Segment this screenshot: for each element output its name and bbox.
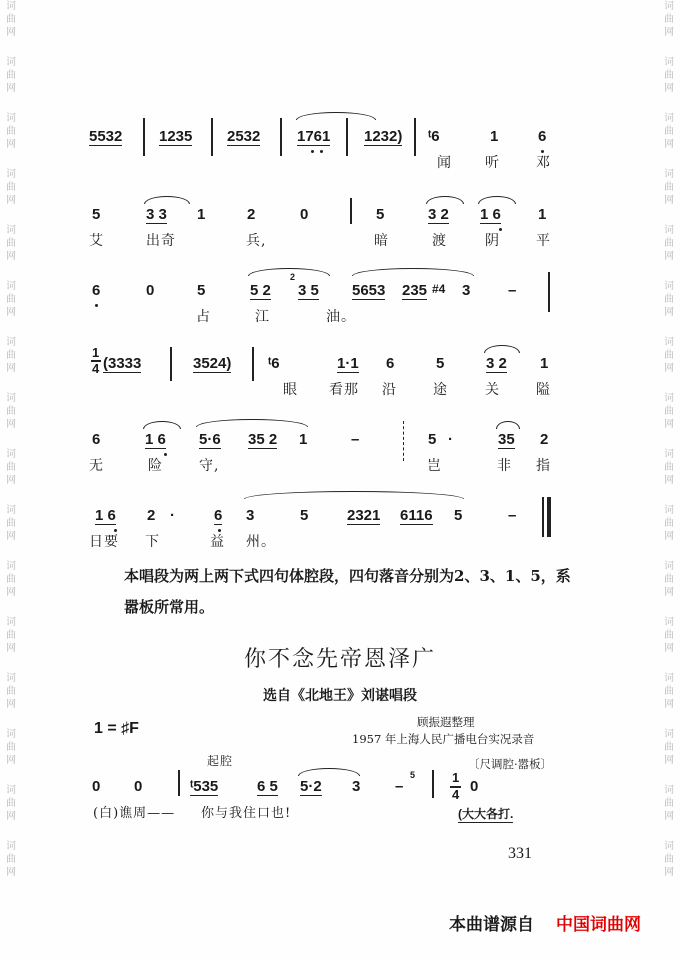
- site-name-link[interactable]: 中国词曲网: [556, 915, 641, 935]
- lyric: 暗: [374, 233, 389, 249]
- lyric: 下: [145, 534, 160, 550]
- watermark-text: 词曲网: [664, 841, 674, 878]
- lyric: 阴: [485, 233, 500, 249]
- lyric: 出奇: [146, 233, 176, 249]
- watermark-text: 词曲网: [664, 729, 674, 766]
- intro-marking: 起腔: [207, 754, 234, 768]
- barline: [280, 118, 282, 156]
- source-label: 本曲谱源自: [449, 915, 534, 935]
- slur: [478, 196, 516, 204]
- watermark-text: 词曲网: [664, 337, 674, 374]
- note-group: 235: [402, 282, 428, 299]
- watermark-text: 词曲网: [6, 617, 16, 654]
- watermark-text: 词曲网: [6, 561, 16, 598]
- note-group: 6116: [400, 507, 433, 524]
- watermark-text: 词曲网: [664, 113, 674, 150]
- song-title: 你不念先帝恩泽广: [243, 647, 436, 672]
- note: 6: [92, 282, 101, 299]
- note-group: 5 2: [250, 282, 271, 299]
- slur: [484, 345, 520, 353]
- note: ᵗ6: [268, 355, 280, 372]
- grace-note: 5: [410, 770, 416, 780]
- barline: [350, 198, 352, 224]
- dot-extension: ·: [170, 507, 175, 524]
- watermark-text: 词曲网: [664, 561, 674, 598]
- watermark-text: 词曲网: [6, 449, 16, 486]
- lyric: 益: [210, 534, 225, 550]
- lyric: 沿: [382, 382, 397, 398]
- slur: [143, 421, 181, 429]
- note-group: 35 2: [248, 431, 278, 448]
- slur: [496, 421, 520, 429]
- note: 1: [197, 206, 206, 223]
- note: 6: [214, 507, 223, 524]
- lyric: 州。: [246, 534, 276, 550]
- mode-marking: 〔尺调腔·嚣板〕: [468, 757, 553, 771]
- dash: –: [508, 282, 517, 299]
- note: 6: [386, 355, 395, 372]
- watermark-text: 词曲网: [664, 169, 674, 206]
- lyric: 关: [485, 382, 500, 398]
- explanation-text: 本唱段为两上两下式四句体腔段，四句落音分别为2、3、1、5，系嚣板所常用。: [124, 567, 571, 616]
- slur: [144, 196, 190, 204]
- watermark-text: 词曲网: [6, 1, 16, 38]
- note-group: 5653: [352, 282, 386, 299]
- final-barline-thin: [542, 497, 544, 537]
- score-line-3: [0, 272, 680, 332]
- barline: [170, 347, 172, 381]
- note: 3: [352, 778, 361, 795]
- watermark-text: 词曲网: [664, 449, 674, 486]
- watermark-text: 词曲网: [6, 337, 16, 374]
- barline: [143, 118, 145, 156]
- note-group: 3 2: [428, 206, 449, 223]
- lyric: 渡: [432, 233, 447, 249]
- note: 5: [92, 206, 101, 223]
- lyric: 兵,: [246, 233, 267, 249]
- barline: [252, 347, 254, 381]
- slur: [196, 419, 308, 427]
- lyric: 无: [89, 458, 104, 474]
- lyric: 听: [485, 155, 500, 171]
- note-group: (3333: [103, 355, 142, 372]
- score-line-6: [0, 497, 680, 557]
- note-group: 3524): [193, 355, 232, 372]
- note: 5: [300, 507, 309, 524]
- score-line-5: [0, 421, 680, 481]
- watermark-text: 词曲网: [6, 785, 16, 822]
- note: 2: [147, 507, 156, 524]
- percussion-marking: (大大各打.: [458, 807, 514, 821]
- note-group: 1232): [364, 128, 403, 145]
- dashed-barline: [403, 421, 406, 461]
- time-sig-top: 1: [452, 770, 460, 785]
- time-sig-bottom: 4: [452, 787, 460, 802]
- note: ᵗ6: [428, 128, 440, 145]
- score-line-7: [0, 752, 680, 832]
- lyric: 看那: [329, 382, 359, 398]
- lyric: 途: [433, 382, 448, 398]
- watermark-text: 词曲网: [664, 1, 674, 38]
- note: 2: [247, 206, 256, 223]
- note: 0: [470, 778, 479, 795]
- key-signature: 1 = ♯F: [94, 720, 139, 737]
- lyric: 岂: [427, 458, 442, 474]
- score-line-2: [0, 196, 680, 256]
- octave-dot: [164, 453, 167, 456]
- octave-dot: [320, 150, 323, 153]
- watermark-text: 词曲网: [664, 393, 674, 430]
- barline: [178, 770, 180, 796]
- watermark-text: 词曲网: [664, 505, 674, 542]
- note-group: 3 2: [486, 355, 507, 372]
- note-group: 2321: [347, 507, 381, 524]
- time-sig-top: 1: [92, 345, 100, 360]
- lyric: 非: [497, 458, 512, 474]
- page-number: 331: [508, 845, 532, 862]
- note-group: 1761: [297, 128, 331, 145]
- lyric: 守,: [199, 458, 220, 474]
- note: 1: [538, 206, 547, 223]
- dot-extension: ·: [448, 431, 453, 448]
- octave-dot: [311, 150, 314, 153]
- lyric: 隘: [536, 382, 551, 398]
- octave-dot: [95, 304, 98, 307]
- note-group: 2532: [227, 128, 261, 145]
- note: 0: [300, 206, 309, 223]
- watermark-text: 词曲网: [6, 729, 16, 766]
- slur: [244, 491, 464, 499]
- song-subtitle: 选自《北地王》刘谌唱段: [263, 688, 417, 704]
- lyric: 闻: [437, 155, 452, 171]
- lyric: 眼: [283, 382, 298, 398]
- note: 1: [540, 355, 549, 372]
- watermark-text: 词曲网: [664, 225, 674, 262]
- note: 1: [299, 431, 308, 448]
- note: 6: [92, 431, 101, 448]
- time-sig-bottom: 4: [92, 361, 100, 376]
- note-group: 1·1: [337, 355, 359, 372]
- note: 6: [538, 128, 547, 145]
- fermata-note: 3: [462, 282, 471, 299]
- note-group: 1 6: [95, 507, 116, 524]
- note-group: 3 5: [298, 282, 319, 299]
- note: 5: [428, 431, 437, 448]
- lyric: 占: [196, 309, 211, 325]
- note: 2: [540, 431, 549, 448]
- watermark-text: 词曲网: [6, 281, 16, 318]
- note: 5: [436, 355, 445, 372]
- note: #4: [432, 282, 446, 296]
- watermark-text: 词曲网: [664, 673, 674, 710]
- note-group: 6 5: [257, 778, 278, 795]
- watermark-text: 词曲网: [664, 617, 674, 654]
- slur: [298, 768, 360, 776]
- watermark-text: 词曲网: [664, 57, 674, 94]
- lyric: 你与我住口也!: [201, 806, 292, 821]
- slur: [248, 268, 330, 276]
- barline: [211, 118, 213, 156]
- watermark-text: 词曲网: [6, 673, 16, 710]
- note: 5: [197, 282, 206, 299]
- fermata-note: 0: [134, 778, 143, 795]
- note: 5: [376, 206, 385, 223]
- arranger-credit: 顾振遐整理: [417, 715, 475, 729]
- lyric: 平: [536, 233, 551, 249]
- watermark-text: 词曲网: [6, 393, 16, 430]
- dash: –: [351, 431, 360, 448]
- lyric: 江: [255, 309, 270, 325]
- watermark-text: 词曲网: [6, 169, 16, 206]
- barline: [414, 118, 416, 156]
- note: 1: [490, 128, 499, 145]
- note-group: 5·6: [199, 431, 221, 448]
- note-group: 5·2: [300, 778, 322, 795]
- slur: [426, 196, 464, 204]
- note-group: 35: [498, 431, 515, 448]
- note: 0: [146, 282, 155, 299]
- watermark-text: 词曲网: [6, 841, 16, 878]
- score-line-1: [0, 118, 680, 178]
- grace-note: 2: [290, 272, 296, 282]
- note-group: 1235: [159, 128, 193, 145]
- barline: [548, 272, 550, 312]
- dash: –: [395, 778, 404, 795]
- watermark-text: 词曲网: [6, 505, 16, 542]
- watermark-text: 词曲网: [6, 113, 16, 150]
- note: 3: [246, 507, 255, 524]
- dash: –: [508, 507, 517, 524]
- lyric: 邓: [536, 155, 551, 171]
- lyric: 险: [148, 458, 163, 474]
- watermark-text: 词曲网: [664, 785, 674, 822]
- score-line-4: [0, 345, 680, 405]
- final-barline-thick: [547, 497, 551, 537]
- slur: [296, 112, 376, 120]
- note-group: 5532: [89, 128, 123, 145]
- note-group: 1 6: [480, 206, 501, 223]
- lyric: 日要: [89, 534, 119, 550]
- lyric: 油。: [326, 309, 356, 325]
- lyric: 艾: [89, 233, 104, 249]
- watermark-text: 词曲网: [6, 225, 16, 262]
- note-group: ᵗ535: [190, 778, 219, 795]
- barline: [432, 770, 434, 798]
- note-group: 3 3: [146, 206, 167, 223]
- note-group: 1 6: [145, 431, 166, 448]
- watermark-text: 词曲网: [6, 57, 16, 94]
- fermata-note: 5: [454, 507, 463, 524]
- lyric-spoken: (白)谯周——: [93, 806, 176, 821]
- slur: [352, 268, 474, 276]
- note: 0: [92, 778, 101, 795]
- watermark-text: 词曲网: [664, 281, 674, 318]
- lyric: 指: [536, 458, 551, 474]
- barline: [346, 118, 348, 156]
- recording-credit: 1957 年上海人民广播电台实况录音: [352, 732, 535, 746]
